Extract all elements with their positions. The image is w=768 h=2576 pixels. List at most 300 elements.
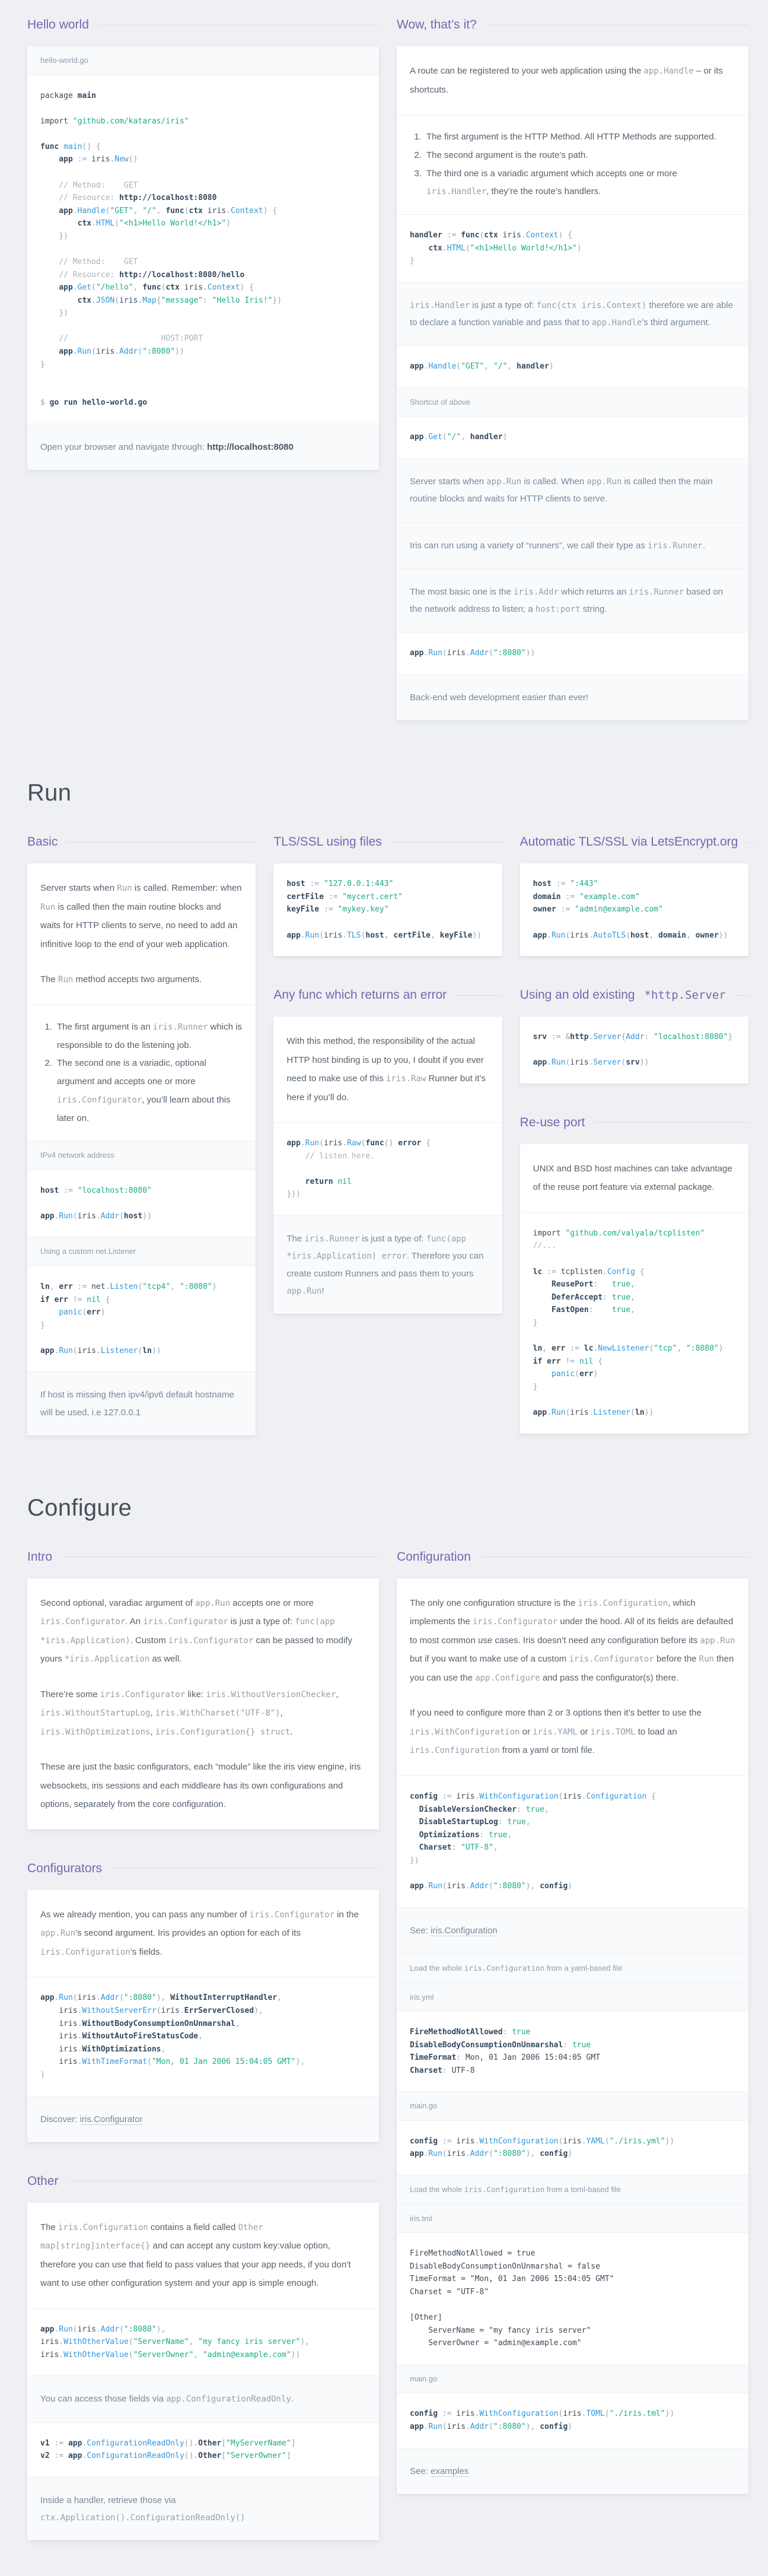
- code-token: (: [456, 362, 461, 371]
- code-line: [410, 2407, 735, 2421]
- code-token: .: [82, 2438, 87, 2448]
- code-token: ,: [49, 1282, 59, 1291]
- card-tls-ssl-files: [273, 863, 502, 956]
- code-text: package: [40, 91, 78, 100]
- text-run: Re-use port: [520, 1115, 585, 1129]
- code-line: [286, 916, 489, 929]
- code-token: .: [72, 206, 78, 215]
- code-token: ,: [133, 206, 143, 215]
- code-token: go run hello-world.go: [49, 398, 148, 408]
- code-line: [40, 217, 366, 230]
- text-run: and can accept any custom key:value option, therefore you can use that field to pass values that your app needs, if you don’t want to use other configuration system and your app is simple enough.: [40, 2241, 351, 2289]
- heading-rule: [456, 995, 502, 996]
- code-pre: [410, 647, 735, 660]
- paragraph: [40, 970, 243, 989]
- code-line: [40, 1332, 243, 1345]
- card-wow-thats-it: [397, 46, 748, 720]
- code-line: [40, 1281, 243, 1294]
- code-token: .: [59, 2337, 64, 2347]
- text-run: .: [702, 540, 705, 551]
- inline-code: iris.WithCharset("UTF-8"): [155, 1708, 281, 1719]
- code-token: (: [119, 2324, 124, 2334]
- code-text: [40, 258, 59, 266]
- code-token: host: [630, 930, 649, 940]
- code-token: :: [588, 1306, 612, 1315]
- code-token: :=: [547, 1033, 566, 1042]
- code-text: iris: [456, 1792, 475, 1801]
- code-token: ConfigurationReadOnly: [87, 2438, 184, 2448]
- code-line: [40, 358, 366, 371]
- code-text: Mon, 01 Jan 2006 15:04:05 GMT: [465, 2053, 600, 2063]
- heading-hello-world: [27, 18, 379, 32]
- code-token: ),: [156, 2324, 166, 2334]
- code-token: (: [156, 2006, 161, 2016]
- heading-rule: [594, 1122, 748, 1123]
- code-line: [40, 2030, 366, 2043]
- code-line: [533, 1317, 735, 1330]
- heading-tls-ssl-files: [273, 835, 502, 849]
- code-token: }: [533, 1382, 538, 1392]
- code-text: iris: [323, 930, 343, 940]
- code-pre: [410, 360, 735, 373]
- heading-configuration: [397, 1550, 748, 1564]
- code-token: (: [442, 2149, 447, 2159]
- code-token: {: [421, 1139, 431, 1148]
- code-token: WithOtherValue: [63, 2350, 129, 2359]
- code-line: [40, 166, 366, 179]
- text-run: The: [40, 2222, 59, 2232]
- code-line: [533, 903, 735, 916]
- code-text: iris: [59, 2057, 78, 2067]
- code-token: ctx: [189, 206, 203, 215]
- code-token: .: [77, 2044, 82, 2054]
- code-token: )): [639, 1058, 649, 1068]
- code-line: [40, 205, 366, 218]
- text-run: These are just the basic configurators, each “module” like the iris view engine, iris websockets, iris sessions and each middleare has its own configurations and options, separately from the core configuration.: [40, 1762, 361, 1810]
- text-run: Intro: [27, 1549, 53, 1564]
- code-text: iris: [447, 649, 466, 658]
- code-token: "admin@example.com": [202, 2350, 291, 2359]
- card-hello-world: [27, 46, 379, 470]
- column-2: [273, 835, 502, 1314]
- group-auto-tls: [520, 835, 748, 956]
- code-token: srv: [533, 1033, 547, 1042]
- code-token: func: [142, 283, 161, 293]
- code-token: .: [77, 2032, 82, 2041]
- code-token: ":8080": [493, 2422, 526, 2431]
- code-token: WithoutServerErr: [82, 2006, 157, 2016]
- inline-code: iris.Configurator: [472, 1617, 558, 1627]
- code-token: .: [110, 155, 115, 164]
- code-token: }): [59, 309, 68, 318]
- code-token: :: [603, 1292, 612, 1302]
- code-token: ,: [507, 362, 517, 371]
- code-token: (: [558, 1792, 563, 1801]
- text-run: Back-end web development easier than ever!: [410, 693, 589, 703]
- code-token: !=: [68, 1295, 87, 1304]
- code-token: app: [59, 155, 73, 164]
- card-any-func-error: [273, 1017, 502, 1314]
- code-line: [40, 2349, 366, 2362]
- text-run: string.: [580, 604, 607, 615]
- code-token: })): [286, 1190, 301, 1199]
- note-strip: [273, 1215, 502, 1314]
- text-run: from a toml-based file: [544, 2185, 621, 2194]
- code-block: [27, 75, 379, 424]
- inline-code: app.Configure: [475, 1673, 540, 1683]
- code-line: [40, 128, 366, 141]
- file-label: [397, 2091, 748, 2120]
- inline-code: iris.Configurator: [40, 1617, 126, 1627]
- text-run: ,: [150, 1726, 155, 1737]
- code-line: [286, 1150, 489, 1163]
- code-text: iris: [570, 1058, 589, 1068]
- heading-rule: [391, 842, 502, 843]
- code-token: .: [547, 1058, 552, 1068]
- code-token: :: [644, 1033, 654, 1042]
- code-line: [40, 2323, 366, 2336]
- column-2: [397, 1550, 748, 2494]
- code-text: [40, 334, 59, 343]
- note-strip: [27, 424, 379, 470]
- code-token: FireMethodNotAllowed: [410, 2028, 503, 2037]
- code-token: ln: [40, 1282, 50, 1291]
- group-any-func-error: [273, 988, 502, 1314]
- code-text: [40, 207, 59, 215]
- code-line: [533, 1291, 735, 1304]
- inline-code: iris.Configuration: [40, 1947, 130, 1957]
- code-token: handler: [470, 433, 503, 442]
- code-line: [286, 1162, 489, 1176]
- code-token: Context: [207, 283, 240, 293]
- code-text: iris: [456, 2409, 475, 2419]
- card-basic: [27, 863, 256, 1435]
- note-strip: [397, 674, 748, 720]
- code-token: certFile: [393, 930, 431, 940]
- paragraph: [40, 1905, 366, 1962]
- heading-rule: [735, 995, 748, 996]
- code-token: :=: [72, 1282, 92, 1291]
- link-iris-configurator[interactable]: iris.Configurator: [79, 2114, 143, 2124]
- card-configurators: [27, 1890, 379, 2142]
- code-token: :: [498, 1818, 508, 1827]
- code-text: [40, 2045, 59, 2054]
- code-token: :=: [49, 2451, 68, 2461]
- inline-code: func(ctx iris.Context): [536, 300, 647, 310]
- code-token: // listen here.: [305, 1151, 375, 1161]
- code-token: config: [410, 2136, 438, 2146]
- code-token: :=: [556, 905, 575, 914]
- code-token: nil: [337, 1177, 352, 1186]
- code-token: TimeFormat: [410, 2053, 457, 2063]
- code-token: (: [128, 2350, 133, 2359]
- code-token: :: [593, 1280, 612, 1289]
- code-token: true: [525, 1805, 544, 1814]
- code-token: "GET": [461, 362, 485, 371]
- text-run: Server starts when: [40, 883, 117, 894]
- code-text: [40, 296, 78, 305]
- columns-hello: [27, 18, 748, 720]
- text-run: See:: [410, 1925, 431, 1936]
- link-iris-configuration[interactable]: iris.Configuration: [431, 1925, 498, 1936]
- code-token: host: [365, 930, 384, 940]
- text-run: Wow, that’s it?: [397, 18, 477, 31]
- code-text: iris: [77, 2324, 96, 2334]
- text-run: ,: [150, 1708, 155, 1719]
- paragraph: [410, 1704, 735, 1760]
- code-token: .: [72, 283, 78, 293]
- code-token: Optimizations: [419, 1830, 480, 1840]
- code-token: panic: [59, 1308, 82, 1317]
- ordered-list-block: [27, 1005, 256, 1141]
- group-wow-thats-it: [397, 18, 748, 720]
- code-token: app: [59, 206, 73, 215]
- paragraph: [286, 1032, 489, 1107]
- code-token: (: [558, 2409, 563, 2419]
- code-line: [533, 929, 735, 942]
- code-line: [410, 1829, 735, 1842]
- code-token: .: [226, 206, 231, 215]
- note-strip: [27, 2096, 379, 2142]
- code-token: (: [489, 2422, 493, 2431]
- code-line: [410, 2286, 735, 2299]
- code-token: "/": [447, 433, 461, 442]
- code-line: [286, 903, 489, 916]
- code-line: [40, 320, 366, 333]
- inline-code: iris.Configuration: [410, 1746, 500, 1756]
- code-token: if: [533, 1357, 543, 1366]
- inline-code: iris.Configuration: [464, 1963, 545, 1973]
- heading-rule: [67, 842, 256, 843]
- code-text: ServerName = "my fancy iris server": [410, 2326, 591, 2335]
- code-token: domain: [658, 930, 686, 940]
- code-line: [40, 1184, 243, 1198]
- code-token: }): [59, 231, 68, 241]
- code-line: [533, 1406, 735, 1419]
- code-token: "my fancy iris server": [198, 2337, 301, 2347]
- code-token: "tcp4": [142, 1282, 171, 1291]
- code-token: handler: [517, 362, 549, 371]
- code-token: ): [100, 1308, 106, 1317]
- code-token: "message": [161, 296, 203, 305]
- code-token: .: [105, 1282, 110, 1291]
- inline-code: iris.Configuration: [578, 1598, 668, 1608]
- code-text: iris: [570, 1408, 589, 1417]
- code-pre: [533, 878, 735, 942]
- code-token: [: [221, 2438, 227, 2448]
- inline-code: func(app *iris.Application) error: [286, 1234, 467, 1262]
- text-run: The first argument is the HTTP Method. All HTTP Methods are supported.: [426, 132, 716, 142]
- code-token: (): [128, 155, 138, 164]
- code-line: [410, 2311, 735, 2324]
- code-token: config: [410, 1792, 438, 1801]
- code-line: [410, 2064, 735, 2078]
- code-token: app: [533, 1408, 547, 1417]
- code-token: certFile: [286, 892, 324, 901]
- text-run: to load an: [635, 1726, 677, 1737]
- code-line: [40, 2005, 366, 2018]
- inline-code: iris.Configurator: [143, 1617, 228, 1627]
- code-token: ,: [235, 2019, 240, 2028]
- inline-code: app.Run: [40, 1929, 76, 1939]
- inline-code: *iris.Application: [64, 1654, 150, 1665]
- card-intro: [27, 1578, 379, 1829]
- code-token: DisableVersionChecker: [419, 1805, 517, 1814]
- text-run: The: [286, 1234, 305, 1244]
- code-token: {: [646, 1792, 656, 1801]
- file-label: [27, 1237, 256, 1266]
- text-run: ,: [336, 1689, 339, 1700]
- code-token: HTML: [447, 243, 466, 253]
- code-token: ,: [507, 1830, 512, 1840]
- text-run: contains a field called: [148, 2222, 238, 2232]
- code-token: Map: [142, 296, 157, 305]
- code-token: NewListener: [598, 1344, 649, 1354]
- code-line: [533, 1056, 735, 1069]
- text-run: Shortcut of above: [410, 397, 470, 406]
- code-token: )): [718, 930, 728, 940]
- text-run: or: [577, 1726, 591, 1737]
- link-examples[interactable]: examples: [431, 2466, 469, 2476]
- code-token: ,: [277, 1993, 282, 2003]
- code-line: [410, 2421, 735, 2434]
- code-line: [286, 878, 489, 891]
- text-run: TLS/SSL using files: [273, 835, 382, 849]
- code-token: app: [40, 1211, 55, 1221]
- section-hello: [27, 18, 748, 720]
- code-token: Handle: [77, 206, 106, 215]
- code-token: .: [465, 2422, 470, 2431]
- code-line: [533, 1368, 735, 1381]
- code-token: ctx: [484, 231, 498, 240]
- inline-code: iris.WithOptimizations: [40, 1727, 151, 1737]
- text-run: Basic: [27, 835, 58, 849]
- code-token: func: [40, 142, 64, 151]
- code-line: [40, 2069, 366, 2082]
- text-run: is called then the main routine blocks and waits for HTTP clients to serve.: [410, 476, 713, 504]
- code-token: ,: [198, 2032, 203, 2041]
- text-run: based on the network address to listen; a: [410, 586, 723, 615]
- paragraph-block: [27, 863, 256, 1005]
- inline-code: app.Run: [195, 1598, 231, 1608]
- code-line: [286, 891, 489, 904]
- code-text: iris: [77, 1211, 96, 1221]
- code-token: ":8080": [493, 1882, 526, 1891]
- code-token: JSON: [95, 296, 115, 305]
- code-token: "<h1>Hello World!</h1>": [470, 243, 577, 253]
- code-text: [410, 1831, 419, 1840]
- code-token: ctx: [428, 243, 442, 253]
- code-token: true: [512, 2028, 531, 2037]
- text-run: method accepts two arguments.: [73, 974, 202, 985]
- code-token: "localhost:8080": [654, 1033, 728, 1042]
- code-text: [542, 1357, 547, 1366]
- code-text: iris: [498, 231, 521, 240]
- code-token: ): [593, 1370, 598, 1379]
- code-text: [533, 1370, 552, 1378]
- code-token: Run: [551, 1408, 566, 1417]
- text-run: .: [290, 1726, 293, 1737]
- code-token: "example.com": [579, 892, 640, 901]
- code-token: ,: [156, 206, 166, 215]
- code-token: ln: [142, 1346, 152, 1355]
- code-text: [40, 271, 59, 279]
- code-token: :=: [442, 231, 461, 240]
- code-token: .: [423, 2149, 429, 2159]
- note-strip: [397, 2448, 748, 2494]
- inline-code: host:port: [535, 605, 581, 615]
- text-run: as well.: [149, 1654, 182, 1665]
- code-line: [533, 1304, 735, 1317]
- code-token: Other: [198, 2438, 222, 2448]
- code-line: [533, 878, 735, 891]
- note-strip: [27, 2477, 379, 2541]
- note-strip: [397, 522, 748, 568]
- code-token: app: [410, 649, 424, 658]
- code-block: [397, 416, 748, 458]
- inline-code: iris.Configurator: [57, 1095, 142, 1105]
- text-run: With this method, the responsibility of the actual HTTP host binding is up to you, I doubt if you ever need to make use of this: [286, 1036, 484, 1084]
- code-text: [410, 1843, 419, 1852]
- code-line: [410, 2260, 735, 2273]
- code-token: ctx: [77, 296, 92, 305]
- text-run: Automatic TLS/SSL via LetsEncrypt.org: [520, 835, 738, 849]
- code-token: true: [611, 1292, 631, 1302]
- paragraph: [40, 1685, 366, 1742]
- code-text: iris: [59, 2044, 78, 2054]
- code-line: [410, 2148, 735, 2161]
- code-block: [273, 863, 502, 956]
- column-1: [27, 1550, 379, 2541]
- code-block: [397, 214, 748, 282]
- code-line: [410, 431, 735, 444]
- code-text: [40, 193, 59, 202]
- code-token: Run: [77, 347, 92, 357]
- file-label: [397, 387, 748, 417]
- code-token: ),: [254, 2006, 263, 2016]
- text-run: Runner but it’s here if you’ll do.: [286, 1073, 486, 1103]
- code-token: .: [77, 2019, 82, 2028]
- text-run: main.go: [410, 2101, 438, 2111]
- code-pre: [410, 2026, 735, 2077]
- code-token: ) {: [558, 231, 572, 240]
- code-token: app: [40, 2324, 55, 2334]
- heading-any-func-error: [273, 988, 502, 1002]
- code-token: ctx: [165, 283, 180, 293]
- text-run: iris.yml: [410, 1992, 434, 2002]
- code-token: ),: [156, 1993, 171, 2003]
- code-line: [40, 384, 366, 397]
- card-other: [27, 2203, 379, 2541]
- inline-code: iris.WithConfiguration: [410, 1727, 520, 1737]
- inline-code: iris.Handler: [410, 300, 470, 310]
- code-token: app: [68, 2438, 82, 2448]
- code-token: }): [272, 296, 282, 305]
- code-token: (: [72, 1993, 78, 2003]
- code-token: v1: [40, 2438, 50, 2448]
- code-token: :=: [49, 2438, 68, 2448]
- code-token: ,: [677, 1344, 686, 1354]
- code-pre: [410, 229, 735, 268]
- code-line: [533, 1266, 735, 1279]
- inline-code: iris.YAML: [533, 1727, 578, 1737]
- code-pre: [410, 2247, 735, 2350]
- code-token: .: [521, 231, 526, 240]
- code-token: ,: [161, 2044, 166, 2054]
- code-token: nil: [579, 1357, 594, 1366]
- code-line: [40, 1197, 243, 1210]
- code-text: TimeFormat = "Mon, 01 Jan 2006 15:04:05 GMT": [410, 2275, 614, 2284]
